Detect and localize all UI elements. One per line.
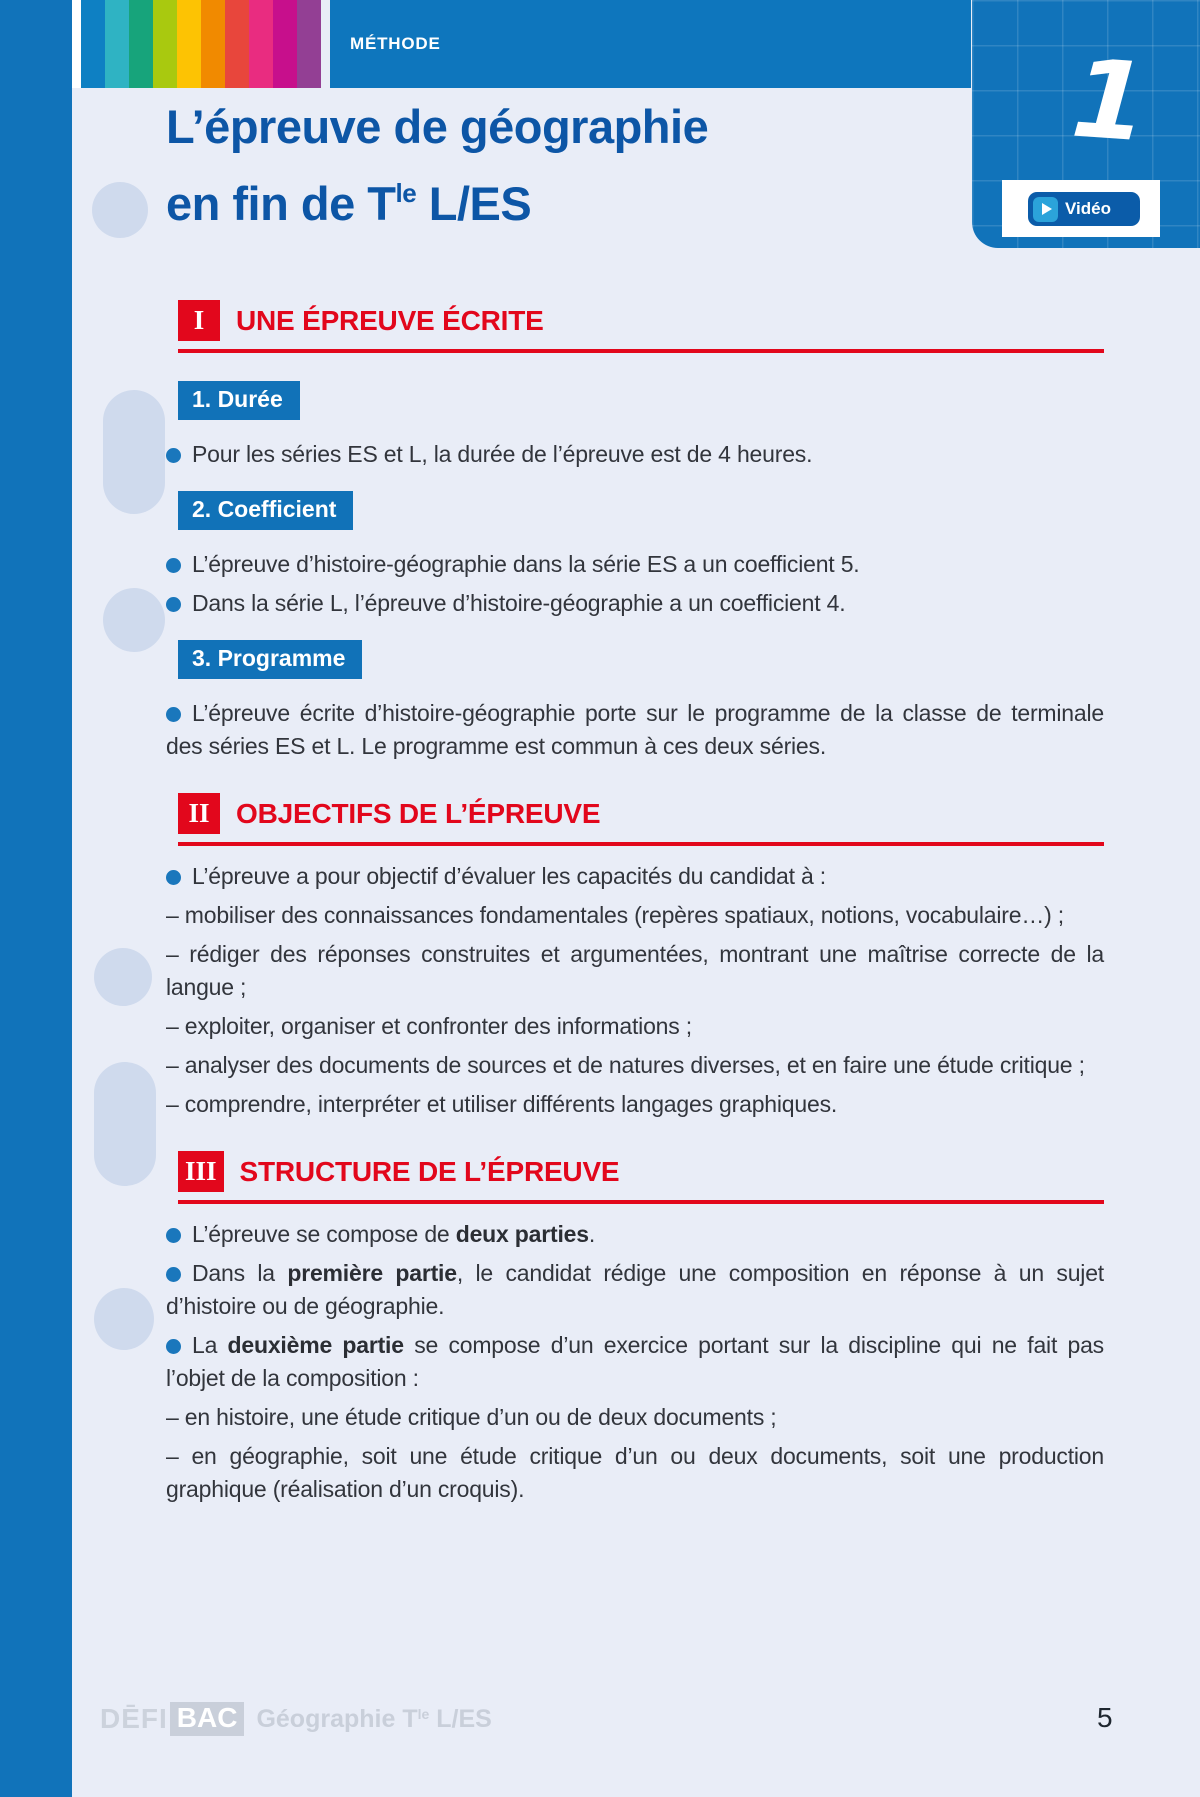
- bullet-paragraph: La deuxième partie se compose d’un exercice portant sur la discipline qui ne fait pas l’objet de la composition :: [166, 1332, 1104, 1391]
- section-header: [178, 300, 1104, 341]
- superscript: le: [417, 1705, 430, 1722]
- bullet-icon: [166, 707, 181, 722]
- color-stripe: [249, 0, 273, 88]
- bullet-icon: [166, 597, 181, 612]
- play-icon: [1033, 197, 1058, 222]
- subsection-label: 3. Programme: [178, 640, 362, 679]
- bullet-icon: [166, 1267, 181, 1282]
- color-stripe: [105, 0, 129, 88]
- decor-circle: [92, 182, 148, 238]
- page-title: [166, 94, 1026, 237]
- decor-circle: [94, 948, 152, 1006]
- video-button[interactable]: [1028, 192, 1140, 226]
- subsection-label: 1. Durée: [178, 381, 300, 420]
- section-numeral-badge: III: [178, 1151, 224, 1192]
- bullet-icon: [166, 870, 181, 885]
- dash-paragraph: – en histoire, une étude critique d’un ou de deux documents ;: [166, 1404, 777, 1430]
- footer-series: Géographie $T^{le}$ L/ES: [256, 1704, 492, 1733]
- bullet-paragraph: Dans la série L, l’épreuve d’histoire-géographie a un coefficient 4.: [166, 587, 1104, 620]
- section-ii: [166, 793, 1104, 1121]
- bullet-icon: [166, 558, 181, 573]
- section-heading: STRUCTURE DE L’ÉPREUVE: [239, 1155, 620, 1187]
- bullet-icon: [166, 1339, 181, 1354]
- bullet-icon: [166, 448, 181, 463]
- section-rule: [178, 1200, 1104, 1204]
- dash-paragraph: – mobiliser des connaissances fondamentales (repères spatiaux, notions, vocabulaire…) ;: [166, 902, 1064, 928]
- page-number: 5: [1097, 1702, 1113, 1733]
- left-margin-bar: [0, 0, 72, 1797]
- color-stripe: [225, 0, 249, 88]
- section-numeral-badge: II: [178, 793, 220, 834]
- section-i: [166, 300, 1104, 763]
- video-label: Vidéo: [1065, 199, 1111, 218]
- color-stripe: [297, 0, 321, 88]
- section-header: [178, 793, 1104, 834]
- color-stripe: [273, 0, 297, 88]
- color-stripe: [81, 0, 105, 88]
- content-sections: [166, 300, 1104, 1512]
- decor-circle: [103, 588, 165, 652]
- dash-paragraph: – en géographie, soit une étude critique d’un ou deux documents, soit une production graphique (réalisation d’un croquis).: [166, 1443, 1104, 1502]
- bullet-paragraph: L’épreuve se compose de deux parties.: [166, 1218, 1104, 1251]
- section-rule: [178, 842, 1104, 846]
- footer-brand: [100, 1702, 492, 1736]
- bullet-paragraph: Pour les séries ES et L, la durée de l’épreuve est de 4 heures.: [166, 438, 1104, 471]
- color-stripe: [129, 0, 153, 88]
- dash-paragraph: – exploiter, organiser et confronter des informations ;: [166, 1013, 692, 1039]
- superscript: le: [395, 178, 417, 208]
- dash-paragraph: – analyser des documents de sources et de natures diverses, et en faire une étude critique ;: [166, 1052, 1085, 1078]
- subsection-label: 2. Coefficient: [178, 491, 353, 530]
- decor-capsule: [103, 390, 165, 514]
- dash-paragraph: – comprendre, interpréter et utiliser différents langages graphiques.: [166, 1091, 838, 1117]
- section-iii: [166, 1151, 1104, 1506]
- bullet-paragraph: L’épreuve a pour objectif d’évaluer les capacités du candidat à :: [166, 860, 1104, 893]
- color-stripe: [201, 0, 225, 88]
- color-stripe: [177, 0, 201, 88]
- bullet-paragraph: L’épreuve d’histoire-géographie dans la série ES a un coefficient 5.: [166, 548, 1104, 581]
- decor-capsule: [94, 1062, 156, 1186]
- section-header: [178, 1151, 1104, 1192]
- decor-circle: [94, 1288, 154, 1350]
- stripe-band: [72, 0, 321, 88]
- method-label: MÉTHODE: [350, 34, 441, 53]
- dash-paragraph: – rédiger des réponses construites et argumentées, montrant une maîtrise correcte de la langue ;: [166, 941, 1104, 1000]
- bullet-paragraph: L’épreuve écrite d’histoire-géographie porte sur le programme de la classe de terminale des séries ES et L. Le programme est commun à ces deux séries.: [166, 700, 1104, 759]
- chapter-number: 1: [1067, 36, 1152, 167]
- section-rule: [178, 349, 1104, 353]
- bullet-icon: [166, 1228, 181, 1243]
- header-band: [330, 0, 971, 88]
- section-heading: OBJECTIFS DE L’ÉPREUVE: [236, 797, 601, 829]
- section-numeral-badge: I: [178, 300, 220, 341]
- section-heading: UNE ÉPREUVE ÉCRITE: [236, 304, 544, 336]
- page-title-line2: en fin de $T^{le}$ L/ES: [166, 177, 532, 230]
- brand-bac: BAC: [170, 1702, 245, 1736]
- brand-defi: DĒFI: [100, 1703, 168, 1734]
- bullet-paragraph: Dans la première partie, le candidat rédige une composition en réponse à un sujet d’histoire ou de géographie.: [166, 1260, 1104, 1319]
- page-title-line1: L’épreuve de géographie: [166, 100, 709, 153]
- color-stripe: [153, 0, 177, 88]
